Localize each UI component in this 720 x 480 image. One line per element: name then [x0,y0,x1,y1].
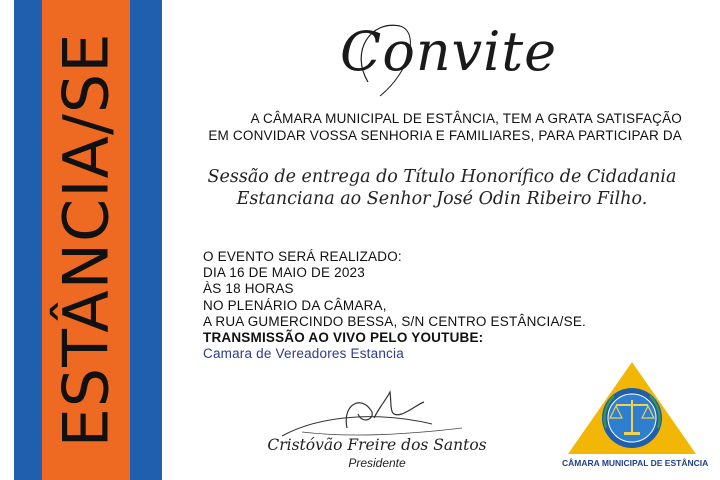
event-time: ÀS 18 HORAS [203,281,294,297]
transmission-label: TRANSMISSÃO AO VIVO PELO YOUTUBE: [203,330,484,346]
seal-caption: CÂMARA MUNICIPAL DE ESTÂNCIA [562,458,709,468]
youtube-channel-link[interactable]: Camara de Vereadores Estancia [203,346,404,362]
intro-paragraph [202,110,682,144]
session-description [202,166,682,210]
event-address: A RUA GUMERCINDO BESSA, S/N CENTRO ESTÂNCIA/SE. [203,313,586,329]
signature-block [262,384,492,474]
event-line: O EVENTO SERÁ REALIZADO: [203,249,402,264]
intro-line: A CÂMARA MUNICIPAL DE ESTÂNCIA, TEM A GRATA SATISFAÇÃO [250,111,682,126]
side-banner-text: ESTÂNCIA/SE [49,32,123,448]
title-text: Convite [340,20,558,83]
session-line: Estanciana ao Senhor José Odin Ribeiro Filho. [236,189,648,209]
signatory-role: Presidente [348,456,406,470]
session-line: Sessão de entrega do Título Honorífico de Cidadania [207,167,677,187]
side-banner [14,0,162,480]
intro-line: EM CONVIDAR VOSSA SENHORIA E FAMILIARES, PARA PARTICIPAR DA [208,128,682,143]
signatory-name: Cristóvão Freire dos Santos [267,436,487,454]
event-details [203,249,623,362]
balance-scale-seal-icon [562,356,702,456]
signature-scribble-icon [262,384,492,444]
event-venue: NO PLENÁRIO DA CÂMARA, [203,297,387,313]
invitation-title [340,12,558,104]
chamber-seal [562,356,709,472]
event-date: DIA 16 DE MAIO DE 2023 [203,265,365,281]
